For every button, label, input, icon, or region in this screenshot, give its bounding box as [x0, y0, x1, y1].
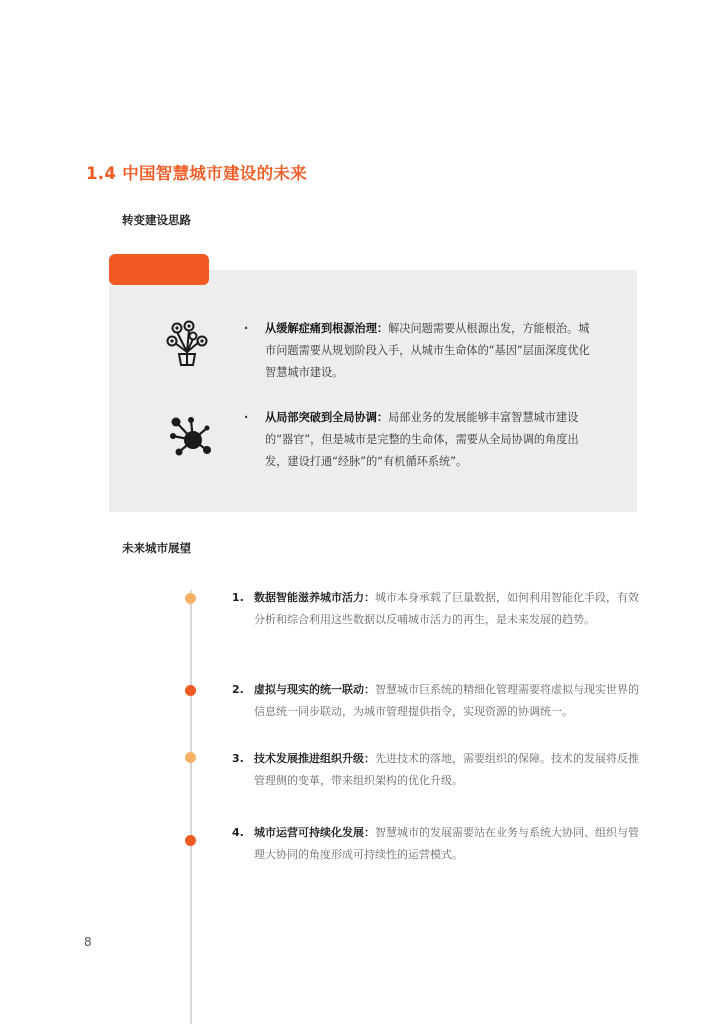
bullet-text: 局部业务的发展能够丰富智慧城市建设的“器官”，但是城市是完整的生命体，需要从全局协调的角度出发，建设打通“经脉”的“有机循环系统”。 — [265, 411, 579, 468]
item-text: 智慧城市巨系统的精细化管理需要将虚拟与现实世界的信息统一同步联动，为城市管理提供指令，实现资源的协调统一。 — [254, 683, 639, 718]
outlook-item — [232, 822, 640, 866]
panel-tab — [109, 254, 209, 285]
timeline-dot — [185, 593, 196, 604]
item-number: 1. — [232, 591, 244, 604]
bullet-title: 从缓解症痛到根源治理： — [265, 322, 389, 335]
item-title: 虚拟与现实的统一联动： — [254, 683, 375, 696]
item-number: 4. — [232, 826, 244, 839]
section-number: 1.4 — [86, 164, 117, 183]
item-text: 智慧城市的发展需要站在业务与系统大协同、组织与管理大协同的角度形成可持续性的运营模式。 — [254, 826, 639, 861]
timeline-dot — [185, 685, 196, 696]
network-nodes-icon — [167, 414, 213, 460]
item-title: 数据智能滋养城市活力： — [254, 591, 375, 604]
item-title: 技术发展推进组织升级： — [254, 752, 375, 765]
transform-bullet — [244, 318, 594, 384]
bullet-marker: · — [244, 411, 249, 424]
item-text: 城市本身承载了巨量数据，如何利用智能化手段，有效分析和综合利用这些数据以反哺城市活力的再生，是未来发展的趋势。 — [254, 591, 639, 626]
outlook-heading: 未来城市展望 — [122, 541, 191, 555]
item-text: 先进技术的落地，需要组织的保障。技术的发展将反推管理侧的变革，带来组织架构的优化升级。 — [254, 752, 639, 787]
section-title-text: 中国智慧城市建设的未来 — [122, 164, 307, 183]
transform-heading: 转变建设思路 — [122, 213, 191, 227]
bullet-text: 解决问题需要从根源出发，方能根治。城市问题需要从规划阶段入手，从城市生命体的“基因”层面深度优化智慧城市建设。 — [265, 322, 590, 379]
item-title: 城市运营可持续化发展： — [254, 826, 375, 839]
plant-network-icon — [166, 320, 210, 366]
outlook-item — [232, 679, 640, 723]
item-number: 2. — [232, 683, 244, 696]
timeline-dot — [185, 752, 196, 763]
transform-panel — [109, 270, 637, 512]
page-number: 8 — [84, 935, 92, 949]
outlook-item — [232, 748, 640, 792]
timeline-line — [190, 590, 192, 1024]
bullet-title: 从局部突破到全局协调： — [265, 411, 389, 424]
transform-bullet — [244, 407, 594, 473]
section-title — [86, 160, 307, 184]
timeline-dot — [185, 835, 196, 846]
item-number: 3. — [232, 752, 244, 765]
bullet-marker: · — [244, 322, 249, 335]
outlook-item — [232, 587, 640, 631]
